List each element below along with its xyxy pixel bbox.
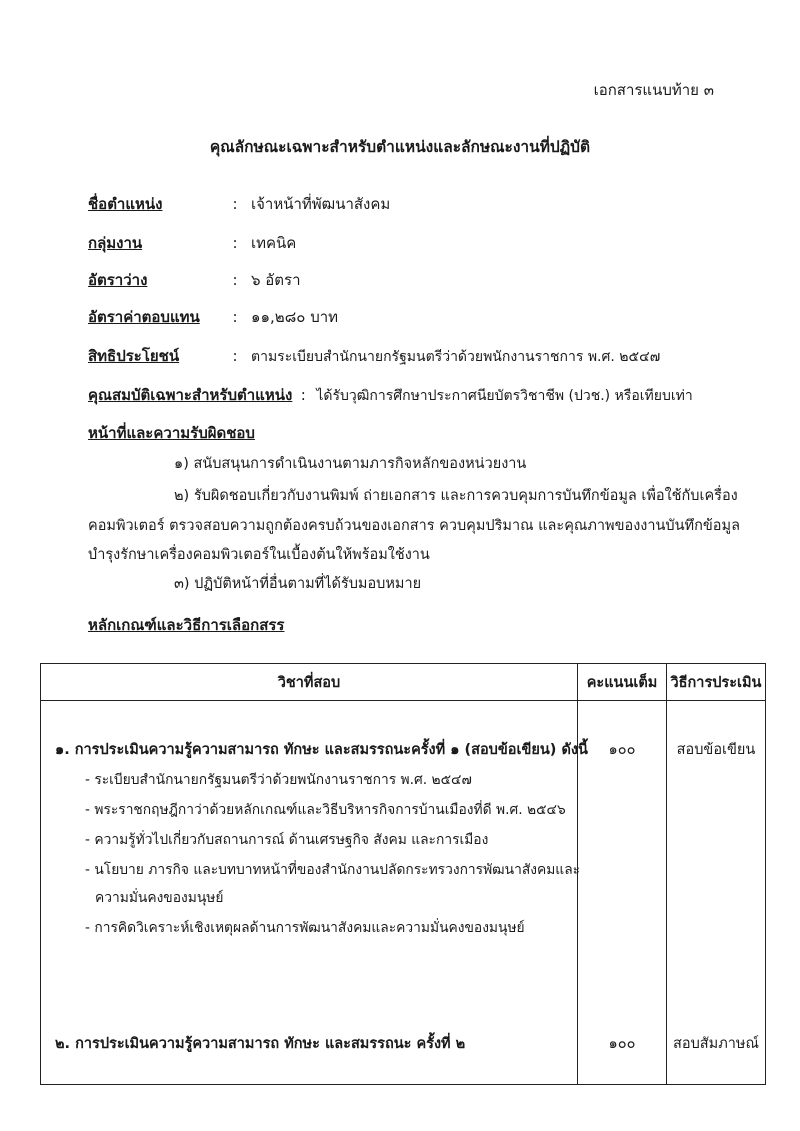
selection-heading: หลักเกณฑ์และวิธีการเลือกสรร	[88, 616, 285, 634]
subject-2: ๒. การประเมินความรู้ความสามารถ ทักษะ และสมรรถนะ ครั้งที่ ๒	[55, 1036, 466, 1052]
field-benefits	[88, 344, 660, 368]
table-row	[41, 701, 766, 1085]
subject-1-bullet: - ระเบียบสำนักนายกรัฐมนตรีว่าด้วยพนักงานราชการ พ.ศ. ๒๕๔๗	[85, 772, 472, 788]
field-qualification-label: คุณสมบัติเฉพาะสำหรับตำแหน่ง	[88, 386, 293, 404]
subject-1-bullet: - ความรู้ทั่วไปเกี่ยวกับสถานการณ์ ด้านเศรษฐกิจ สังคม และการเมือง	[85, 832, 489, 848]
field-position-value: เจ้าหน้าที่พัฒนาสังคม	[251, 195, 391, 213]
method-cell	[667, 701, 766, 1085]
field-benefits-colon: :	[232, 347, 238, 365]
field-position-label: ชื่อตำแหน่ง	[88, 195, 163, 213]
attachment-label: เอกสารแนบท้าย ๓	[593, 81, 714, 99]
field-qualification-colon: :	[300, 386, 306, 404]
duties-heading: หน้าที่และความรับผิดชอบ	[88, 424, 255, 442]
field-salary-label: อัตราค่าตอบแทน	[88, 308, 200, 326]
duty-item: คอมพิวเตอร์ ตรวจสอบความถูกต้องครบถ้วนของเอกสาร ควบคุมปริมาณ และคุณภาพของงานบันทึกข้อมูล	[88, 518, 740, 534]
duty-item: บำรุงรักษาเครื่องคอมพิวเตอร์ในเบื้องต้นให้พร้อมใช้งาน	[88, 547, 430, 563]
duty-item: ๑) สนับสนุนการดำเนินงานตามภารกิจหลักของหน่วยงาน	[174, 456, 527, 472]
duty-item: ๓) ปฏิบัติหน้าที่อื่นตามที่ได้รับมอบหมาย	[174, 576, 422, 592]
field-qualification-value: ได้รับวุฒิการศึกษาประกาศนียบัตรวิชาชีพ (ปวช.) หรือเทียบเท่า	[316, 388, 693, 404]
method-1: สอบข้อเขียน	[676, 742, 756, 758]
method-2: สอบสัมภาษณ์	[673, 1036, 759, 1052]
field-benefits-value: ตามระเบียบสำนักนายกรัฐมนตรีว่าด้วยพนักงานราชการ พ.ศ. ๒๕๔๗	[251, 349, 661, 365]
field-vacancies-colon: :	[232, 271, 238, 289]
field-group	[88, 231, 296, 255]
table-header-method: วิธีการประเมิน	[667, 664, 766, 701]
field-group-label: กลุ่มงาน	[88, 234, 143, 252]
selection-table	[40, 663, 766, 1085]
field-salary-value: ๑๑,๒๘๐ บาท	[251, 308, 339, 326]
field-vacancies-value: ๖ อัตรา	[251, 271, 301, 289]
field-salary-colon: :	[232, 308, 238, 326]
field-salary	[88, 305, 338, 329]
field-group-colon: :	[232, 234, 238, 252]
subject-cell	[41, 701, 588, 1085]
subject-1-bullet: - พระราชกฤษฎีกาว่าด้วยหลักเกณฑ์และวิธีบริหารกิจการบ้านเมืองที่ดี พ.ศ. ๒๕๔๖	[85, 802, 566, 818]
field-qualification	[88, 383, 693, 407]
field-position-colon: :	[232, 195, 238, 213]
field-vacancies	[88, 268, 301, 292]
page-title: คุณลักษณะเฉพาะสำหรับตำแหน่งและลักษณะงานที่ปฏิบัติ	[209, 138, 591, 156]
subject-1-bullet: ความมั่นคงของมนุษย์	[95, 890, 224, 906]
subject-1: ๑. การประเมินความรู้ความสามารถ ทักษะ และสมรรถนะครั้งที่ ๑ (สอบข้อเขียน) ดังนี้	[55, 742, 588, 758]
score-1: ๑๐๐	[608, 742, 636, 758]
score-2: ๑๐๐	[608, 1036, 636, 1052]
field-position	[88, 192, 390, 216]
table-header-score: คะแนนเต็ม	[578, 664, 667, 701]
table-header-row	[41, 664, 766, 701]
duty-item: ๒) รับผิดชอบเกี่ยวกับงานพิมพ์ ถ่ายเอกสาร และการควบคุมการบันทึกข้อมูล เพื่อใช้กับเครื่อง	[174, 488, 738, 504]
field-group-value: เทคนิค	[251, 234, 297, 252]
subject-1-bullet: - นโยบาย ภารกิจ และบทบาทหน้าที่ของสำนักงานปลัดกระทรวงการพัฒนาสังคมและ	[85, 862, 581, 878]
field-vacancies-label: อัตราว่าง	[88, 271, 148, 289]
table-header-subject: วิชาที่สอบ	[41, 664, 578, 701]
field-benefits-label: สิทธิประโยชน์	[88, 347, 180, 365]
score-cell	[578, 701, 667, 1085]
subject-1-bullet: - การคิดวิเคราะห์เชิงเหตุผลด้านการพัฒนาสังคมและความมั่นคงของมนุษย์	[85, 920, 525, 936]
